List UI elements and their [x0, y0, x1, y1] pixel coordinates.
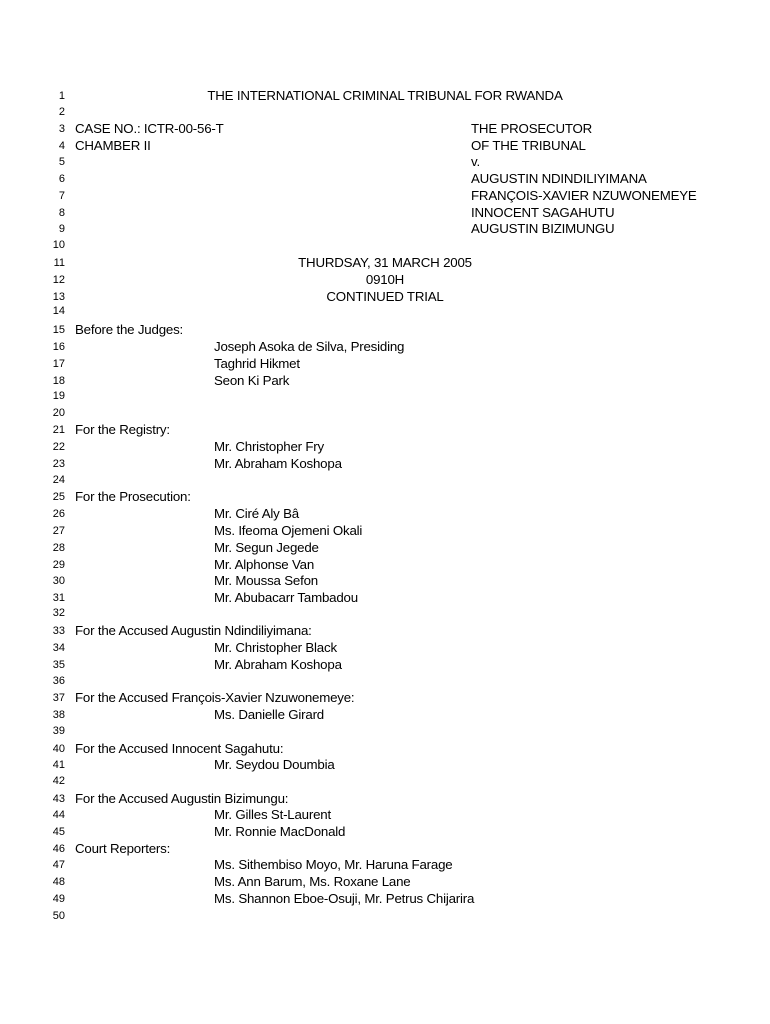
line-number: 39	[52, 725, 65, 737]
section-heading: For the Prosecution:	[75, 489, 191, 504]
line-number: 2	[58, 106, 65, 118]
section-heading: For the Accused Augustin Bizimungu:	[75, 791, 289, 806]
line-number: 19	[52, 390, 65, 402]
line-34	[0, 639, 770, 656]
line-number: 45	[52, 826, 65, 838]
line-27	[0, 522, 770, 539]
line-2	[0, 103, 770, 120]
line-19	[0, 387, 770, 404]
party-line: OF THE TRIBUNAL	[471, 138, 586, 153]
attendee-name: Ms. Ifeoma Ojemeni Okali	[214, 523, 363, 538]
attendee-name: Mr. Segun Jegede	[214, 540, 319, 555]
line-32	[0, 604, 770, 621]
line-50	[0, 907, 770, 924]
section-heading: Before the Judges:	[75, 322, 184, 337]
line-41	[0, 756, 770, 773]
line-number: 50	[52, 910, 65, 922]
line-number: 20	[52, 407, 65, 419]
line-number: 47	[52, 859, 65, 871]
attendee-name: Ms. Sithembiso Moyo, Mr. Haruna Farage	[214, 857, 453, 872]
line-number: 7	[58, 190, 65, 202]
party-line: FRANÇOIS-XAVIER NZUWONEMEYE	[471, 188, 697, 203]
line-number: 30	[52, 575, 65, 587]
line-20	[0, 404, 770, 421]
section-heading: For the Registry:	[75, 422, 170, 437]
line-number: 16	[52, 341, 65, 353]
line-22	[0, 438, 770, 455]
line-number: 8	[58, 207, 65, 219]
line-number: 10	[52, 239, 65, 251]
line-8	[0, 204, 770, 221]
line-number: 3	[58, 123, 65, 135]
session-type: CONTINUED TRIAL	[326, 289, 444, 304]
line-number: 48	[52, 876, 65, 888]
line-28	[0, 539, 770, 556]
party-line: AUGUSTIN BIZIMUNGU	[471, 221, 615, 236]
line-24	[0, 471, 770, 488]
party-line: v.	[471, 154, 480, 169]
line-23	[0, 455, 770, 472]
line-number: 38	[52, 709, 65, 721]
attendee-name: Mr. Moussa Sefon	[214, 573, 318, 588]
line-number: 11	[53, 257, 65, 269]
line-number: 18	[52, 375, 65, 387]
hearing-time: 0910H	[365, 272, 405, 287]
attendee-name: Mr. Ronnie MacDonald	[214, 824, 346, 839]
line-number: 32	[52, 607, 65, 619]
line-number: 43	[52, 793, 65, 805]
attendee-name: Seon Ki Park	[214, 373, 290, 388]
line-44	[0, 806, 770, 823]
line-number: 15	[52, 324, 65, 336]
line-number: 44	[52, 809, 65, 821]
line-number: 34	[52, 642, 65, 654]
line-10	[0, 236, 770, 253]
section-heading: For the Accused François-Xavier Nzuwonemeye:	[75, 690, 355, 705]
attendee-name: Ms. Danielle Girard	[214, 707, 324, 722]
line-number: 14	[52, 305, 65, 317]
line-number: 13	[52, 291, 65, 303]
line-26	[0, 505, 770, 522]
line-number: 42	[52, 775, 65, 787]
line-45	[0, 823, 770, 840]
line-number: 24	[52, 474, 65, 486]
line-number: 23	[52, 458, 65, 470]
attendee-name: Taghrid Hikmet	[214, 356, 300, 371]
line-number: 35	[52, 659, 65, 671]
line-number: 5	[58, 156, 65, 168]
line-5	[0, 153, 770, 170]
tribunal-title: THE INTERNATIONAL CRIMINAL TRIBUNAL FOR RWANDA	[207, 88, 563, 103]
line-number: 6	[58, 173, 65, 185]
attendee-name: Mr. Abraham Koshopa	[214, 456, 342, 471]
section-heading: Court Reporters:	[75, 841, 171, 856]
attendee-name: Mr. Abraham Koshopa	[214, 657, 342, 672]
line-30	[0, 572, 770, 589]
section-heading: For the Accused Innocent Sagahutu:	[75, 741, 284, 756]
attendee-name: Joseph Asoka de Silva, Presiding	[214, 339, 405, 354]
line-number: 9	[58, 223, 65, 235]
party-line: AUGUSTIN NDINDILIYIMANA	[471, 171, 647, 186]
line-number: 40	[52, 743, 65, 755]
line-number: 27	[52, 525, 65, 537]
attendee-name: Mr. Seydou Doumbia	[214, 757, 335, 772]
chamber: CHAMBER II	[75, 138, 151, 153]
attendee-name: Ms. Ann Barum, Ms. Roxane Lane	[214, 874, 411, 889]
attendee-name: Ms. Shannon Eboe-Osuji, Mr. Petrus Chijarira	[214, 891, 475, 906]
line-number: 25	[52, 491, 65, 503]
line-number: 31	[52, 592, 65, 604]
line-number: 1	[58, 90, 65, 102]
line-39	[0, 722, 770, 739]
line-6	[0, 170, 770, 187]
attendee-name: Mr. Abubacarr Tambadou	[214, 590, 358, 605]
attendee-name: Mr. Alphonse Van	[214, 557, 315, 572]
hearing-date: THURDSAY, 31 MARCH 2005	[298, 255, 472, 270]
line-number: 33	[52, 625, 65, 637]
line-number: 17	[52, 358, 65, 370]
line-number: 49	[52, 893, 65, 905]
line-number: 26	[52, 508, 65, 520]
line-9	[0, 220, 770, 237]
line-number: 41	[52, 759, 65, 771]
attendee-name: Mr. Gilles St-Laurent	[214, 807, 331, 822]
line-number: 28	[52, 542, 65, 554]
attendee-name: Mr. Christopher Black	[214, 640, 337, 655]
section-heading: For the Accused Augustin Ndindiliyimana:	[75, 623, 312, 638]
line-35	[0, 656, 770, 673]
party-line: INNOCENT SAGAHUTU	[471, 205, 615, 220]
case-number: CASE NO.: ICTR-00-56-T	[75, 121, 224, 136]
line-17	[0, 355, 770, 372]
line-number: 46	[52, 843, 65, 855]
line-29	[0, 556, 770, 573]
line-number: 29	[52, 559, 65, 571]
line-number: 37	[52, 692, 65, 704]
line-38	[0, 706, 770, 723]
line-number: 21	[52, 424, 65, 436]
line-number: 36	[52, 675, 65, 687]
line-number: 22	[52, 441, 65, 453]
attendee-name: Mr. Ciré Aly Bâ	[214, 506, 299, 521]
line-36	[0, 672, 770, 689]
party-line: THE PROSECUTOR	[471, 121, 593, 136]
line-number: 12	[52, 274, 65, 286]
attendee-name: Mr. Christopher Fry	[214, 439, 324, 454]
line-42	[0, 772, 770, 789]
line-number: 4	[58, 140, 65, 152]
